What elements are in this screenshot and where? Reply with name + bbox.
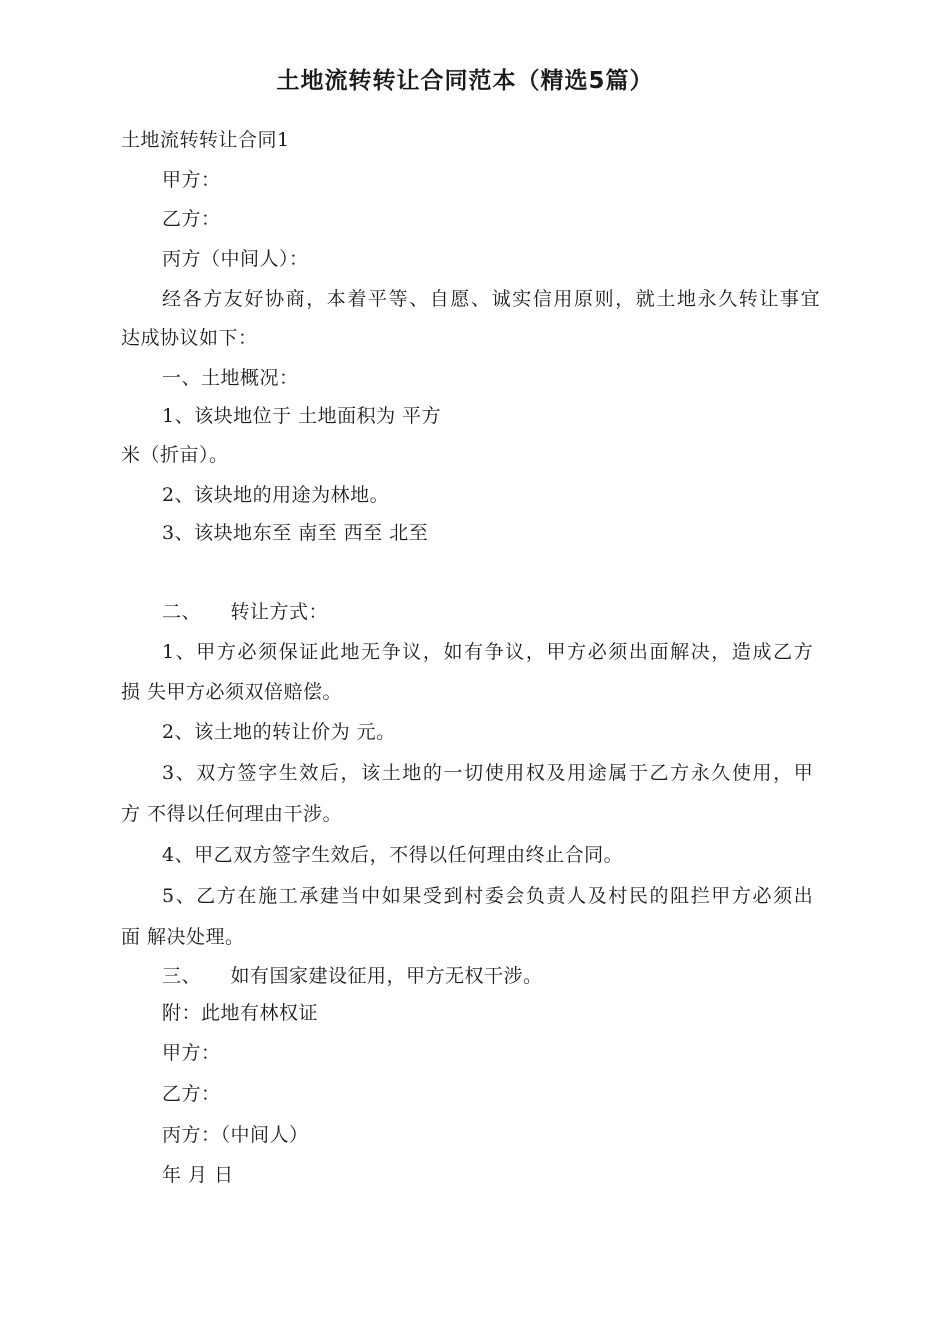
clause-heading: 三、 如有国家建设征用，甲方无权干涉。 bbox=[162, 965, 543, 987]
clause-line: 2、该块地的用途为林地。 bbox=[162, 484, 390, 506]
clause-line: 2、该土地的转让价为 元。 bbox=[162, 721, 396, 743]
clause-line: 1、该块地位于 土地面积为 平方 bbox=[162, 405, 442, 427]
clause-line: 1、甲方必须保证此地无争议，如有争议，甲方必须出面解决，造成乙方 bbox=[162, 641, 815, 663]
signature-party-b: 乙方： bbox=[162, 1083, 221, 1105]
signature-party-c: 丙方：（中间人） bbox=[162, 1124, 309, 1146]
clause-line: 5、乙方在施工承建当中如果受到村委会负责人及村民的阻拦甲方必须出 bbox=[162, 885, 815, 907]
section-heading: 土地流转转让合同1 bbox=[121, 129, 290, 151]
signature-date: 年 月 日 bbox=[162, 1164, 234, 1186]
clause-heading: 一、土地概况： bbox=[162, 367, 299, 389]
clause-line: 面 解决处理。 bbox=[121, 926, 245, 948]
party-b-label: 乙方： bbox=[162, 208, 221, 230]
appendix-line: 附：此地有林权证 bbox=[162, 1002, 319, 1024]
party-c-label: 丙方（中间人）： bbox=[162, 248, 309, 270]
clause-line: 3、该块地东至 南至 西至 北至 bbox=[162, 522, 429, 544]
clause-line: 损 失甲方必须双倍赔偿。 bbox=[121, 681, 343, 703]
clause-line: 方 不得以任何理由干涉。 bbox=[121, 803, 343, 825]
party-a-label: 甲方： bbox=[162, 169, 221, 191]
intro-paragraph-line: 经各方友好协商，本着平等、自愿、诚实信用原则，就土地永久转让事宜 bbox=[162, 288, 822, 310]
document-title: 土地流转转让合同范本（精选5篇） bbox=[276, 68, 654, 94]
intro-paragraph-line: 达成协议如下： bbox=[121, 327, 258, 349]
clause-heading: 二、 转让方式： bbox=[162, 601, 329, 623]
clause-line: 4、甲乙双方签字生效后，不得以任何理由终止合同。 bbox=[162, 844, 624, 866]
signature-party-a: 甲方： bbox=[162, 1042, 221, 1064]
clause-line: 3、双方签字生效后，该土地的一切使用权及用途属于乙方永久使用，甲 bbox=[162, 762, 815, 784]
clause-line: 米（折亩）。 bbox=[121, 444, 229, 466]
